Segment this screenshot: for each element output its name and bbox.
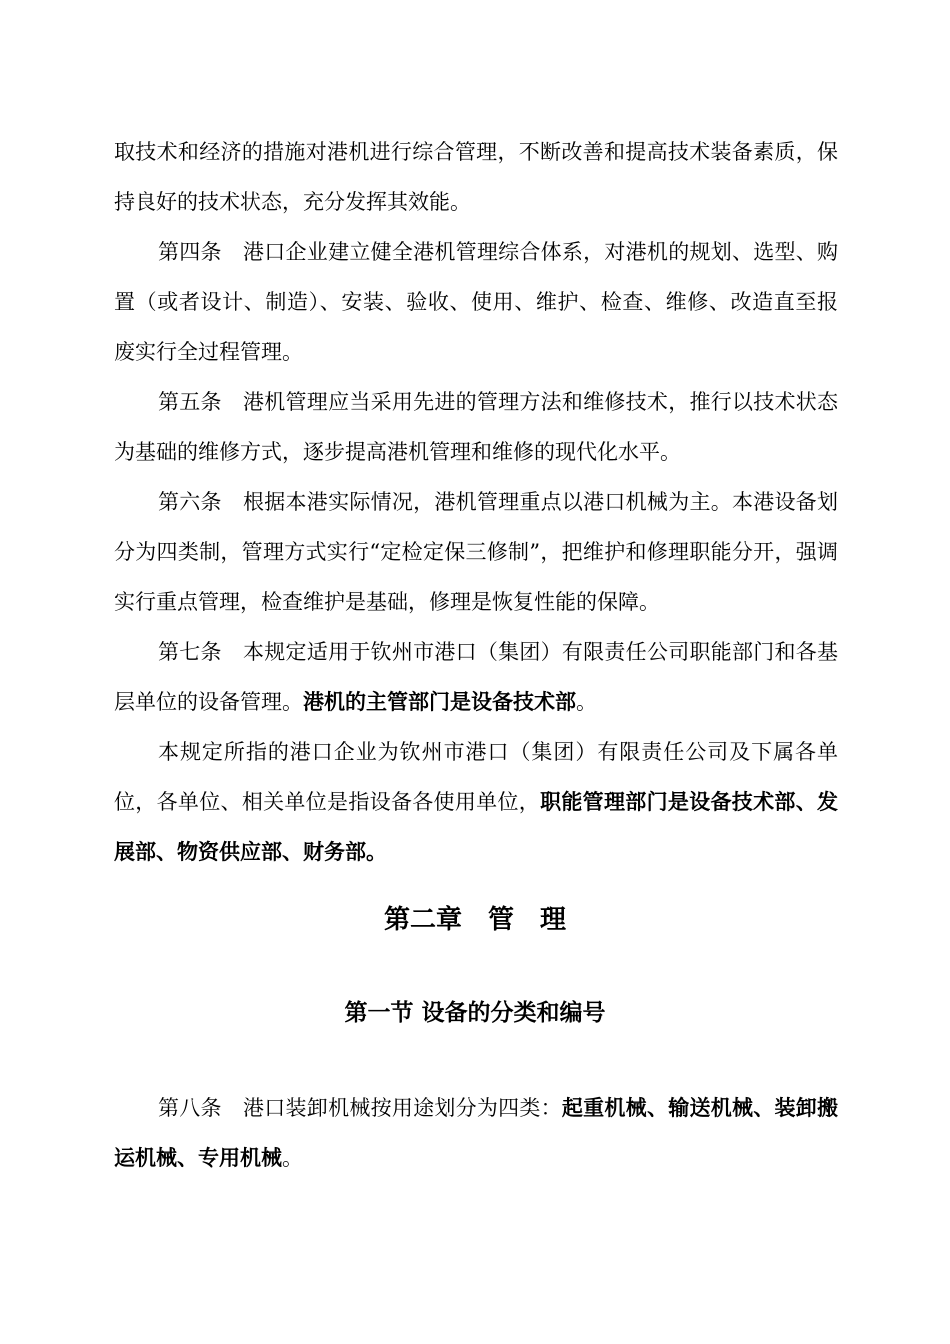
paragraph-text: 第六条 根据本港实际情况，港机管理重点以港口机械为主。本港设备划分为四类制，管理方式实行“定检定保三修制”，把维护和修理职能分开，强调实行重点管理，检查维护是基础，修理是恢复性能的保障。 (114, 490, 838, 614)
article-6 (114, 477, 838, 627)
bold-text: 职能管理部门是设备技术部、发展部、物资供应部、财务部。 (114, 789, 839, 864)
section-title: 第一节 设备的分类和编号 (344, 999, 606, 1026)
paragraph-text: 第七条 本规定适用于钦州市港口（集团）有限责任公司职能部门和各基层单位的设备管理。 (114, 640, 838, 714)
paragraph-text: 第八条 港口装卸机械按用途划分为四类： (158, 1096, 562, 1120)
article-5 (114, 377, 838, 477)
chapter-title: 第二章 管 理 (383, 905, 566, 935)
paragraph-tail: 。 (576, 690, 597, 714)
paragraph-text: 第五条 港机管理应当采用先进的管理方法和维修技术，推行以技术状态为基础的维修方式，逐步提高港机管理和维修的现代化水平。 (114, 390, 838, 464)
paragraph-text: 取技术和经济的措施对港机进行综合管理，不断改善和提高技术装备素质，保持良好的技术状态，充分发挥其效能。 (114, 140, 838, 214)
article-7-supplement (114, 727, 838, 877)
article-8 (114, 1083, 838, 1183)
bold-text: 起重机械、输送机械、装卸搬运机械、专用机械 (114, 1095, 839, 1170)
article-7 (114, 627, 838, 727)
paragraph-text: 本规定所指的港口企业为钦州市港口（集团）有限责任公司及下属各单位，各单位、相关单位是指设备各使用单位， (114, 740, 838, 814)
bold-text: 港机的主管部门是设备技术部 (303, 689, 576, 714)
paragraph-tail: 。 (282, 1146, 303, 1170)
article-4 (114, 227, 838, 377)
paragraph-text: 第四条 港口企业建立健全港机管理综合体系，对港机的规划、选型、购置（或者设计、制造）、安装、验收、使用、维护、检查、维修、改造直至报废实行全过程管理。 (114, 240, 838, 364)
paragraph-continuation (114, 127, 838, 227)
